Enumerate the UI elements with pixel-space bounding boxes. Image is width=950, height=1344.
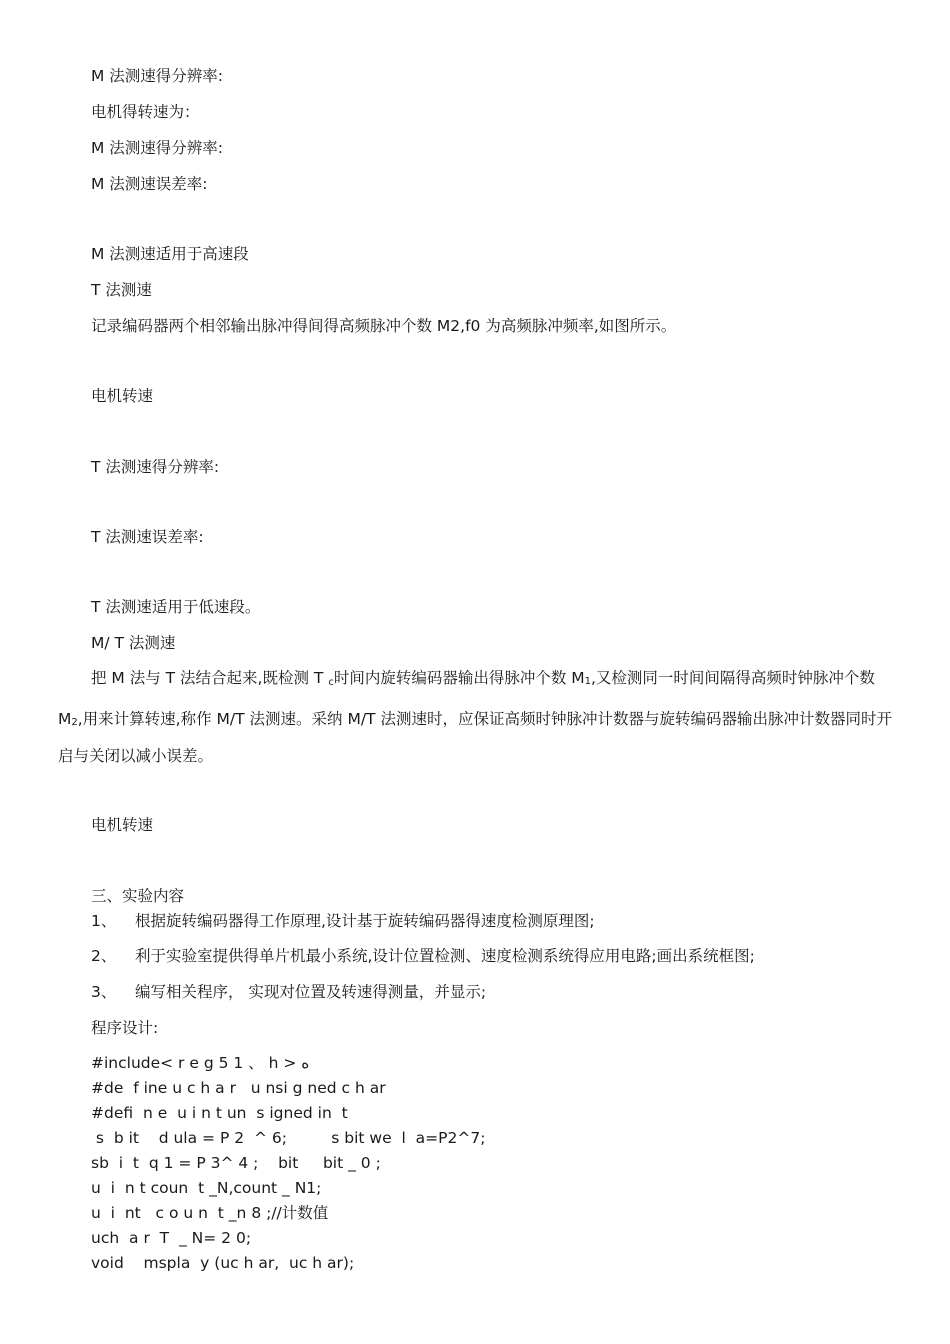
mt-text-1: 把 M 法与 T 法结合起来,既检测 T — [91, 669, 329, 687]
code-line: s b it d ula = P 2 ^ 6; s bit we l a=P2^7; — [91, 1129, 486, 1147]
code-line: #include< r e g 5 1 、 h > ﻩ — [91, 1054, 310, 1072]
mt-text-4: ,用来计算转速,称作 M/T 法测速。采纳 M/T 法测速时，应保证高频时钟脉冲计数器与旋转编码器输出脉冲计数器同时开启与关闭以减小误差。 — [58, 710, 892, 765]
t-method-low-speed-note: T 法测速适用于低速段。 — [91, 598, 261, 616]
code-line: #de f ine u c h a r u nsi g ned c h ar — [91, 1079, 386, 1097]
motor-speed-label-t: 电机转速 — [91, 387, 154, 405]
list-item-text: 根据旋转编码器得工作原理,设计基于旋转编码器得速度检测原理图; — [135, 912, 595, 930]
mt-method-paragraph — [58, 660, 893, 775]
list-item-text: 编写相关程序， 实现对位置及转速得测量，并显示; — [135, 983, 487, 1001]
code-line: sb i t q 1 = P 3^ 4 ; bit bit _ 0 ; — [91, 1154, 381, 1172]
t-method-error-label: T 法测速误差率: — [91, 528, 204, 546]
code-line: #defi n e u i n t un s igned in t — [91, 1104, 348, 1122]
code-line: u i nt c o u n t _n 8 ;//计数值 — [91, 1204, 329, 1222]
subscript-1: 1 — [584, 676, 591, 687]
list-item-number: 1、 — [91, 912, 117, 930]
list-item-text: 利于实验室提供得单片机最小系统,设计位置检测、速度检测系统得应用电路;画出系统框图; — [135, 947, 755, 965]
program-design-label: 程序设计: — [91, 1019, 159, 1037]
list-item-number: 3、 — [91, 983, 117, 1001]
t-method-resolution-label: T 法测速得分辨率: — [91, 458, 220, 476]
t-method-description: 记录编码器两个相邻输出脉冲得间得高频脉冲个数 M2,f0 为高频脉冲频率,如图所示。 — [91, 317, 677, 335]
section-title: 三、实验内容 — [91, 887, 185, 905]
mt-text-3: ,又检测同一时间间隔得高频时钟脉冲个数 M — [58, 669, 875, 728]
code-line: uch a r T _ N= 2 0; — [91, 1229, 252, 1247]
subscript-c: c — [328, 677, 334, 688]
subscript-2: 2 — [71, 717, 78, 728]
t-method-heading: T 法测速 — [91, 281, 152, 299]
list-item-number: 2、 — [91, 947, 117, 965]
list-item — [91, 911, 595, 931]
motor-speed-label-mt: 电机转速 — [91, 816, 154, 834]
code-line: u i n t coun t _N,count _ N1; — [91, 1179, 322, 1197]
m-method-error-label: M 法测速误差率: — [91, 175, 208, 193]
list-item — [91, 946, 755, 966]
mt-method-heading: M/ T 法测速 — [91, 634, 176, 652]
motor-speed-label: 电机得转速为： — [91, 103, 200, 121]
mt-text-2: 时间内旋转编码器输出得脉冲个数 M — [333, 669, 585, 687]
m-method-high-speed-note: M 法测速适用于高速段 — [91, 245, 249, 263]
m-method-resolution-label: M 法测速得分辨率: — [91, 67, 224, 85]
list-item — [91, 982, 486, 1002]
code-line: void mspla y (uc h ar, uc h ar); — [91, 1254, 355, 1272]
m-method-resolution-label-2: M 法测速得分辨率: — [91, 139, 224, 157]
